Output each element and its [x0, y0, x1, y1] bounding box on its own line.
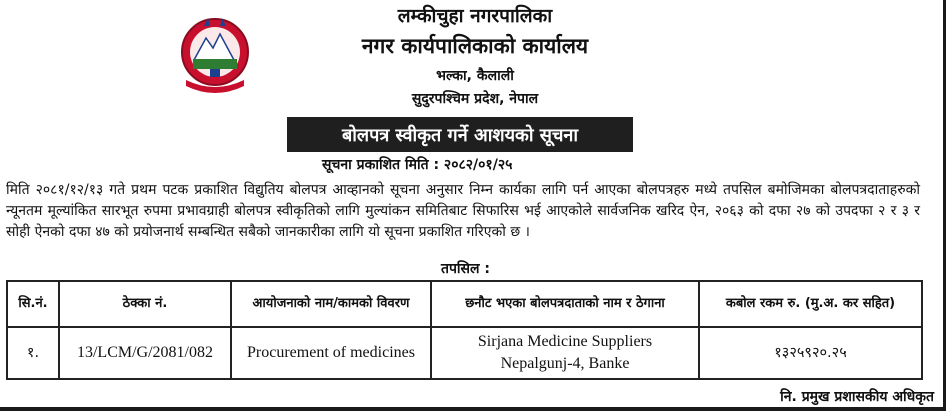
header-bidder: छनौट भएका बोलपत्रदाताको नाम र ठेगाना: [431, 281, 699, 327]
table-row: [7, 327, 922, 379]
header-sn: सि.नं.: [7, 281, 59, 327]
header-contract-no: ठेक्का नं.: [59, 281, 231, 327]
office-name: लम्कीचुहा नगरपालिका: [397, 5, 553, 27]
cell-bidder: [431, 327, 699, 379]
cell-project: Procurement of medicines: [231, 327, 431, 379]
signatory: नि. प्रमुख प्रशासकीय अधिकृत: [780, 389, 934, 405]
notice-title: बोलपत्र स्वीकृत गर्ने आशयको सूचना: [287, 117, 633, 152]
department-name: नगर कार्यपालिकाको कार्यालय: [361, 34, 589, 58]
published-date: सूचना प्रकाशित मिति : २०८२/०१/२५: [322, 157, 513, 173]
cell-contract-no: 13/LCM/G/2081/082: [59, 327, 231, 379]
schedule-heading: तपसिल :: [441, 261, 490, 277]
cell-sn: १.: [7, 327, 59, 379]
office-province: सुदुरपश्चिम प्रदेश, नेपाल: [411, 91, 539, 107]
award-table: [6, 280, 923, 380]
office-address: भल्का, कैलाली: [436, 68, 514, 84]
bidder-name: Sirjana Medicine Suppliers: [477, 333, 653, 350]
cell-amount: १३२५९२०.२५: [699, 327, 922, 379]
header-amount: कबोल रकम रु. (मु.अ. कर सहित): [699, 281, 922, 327]
table-header-row: [7, 281, 922, 327]
notice-body: मिति २०८१/१२/१३ गते प्रथम पटक प्रकाशित विद्युतिय बोलपत्र आव्हानको सूचना अनुसार निम्न कार्यका लागि पर्न आएका बोलपत्रहरु मध्ये तपसिल बमोजिमका बोलपत्रदाताहरुको न्यूनतम मूल्यांकित सारभूत रुपमा प्रभावग्राही बोलपत्र स्वीकृतिको लागि मुल्यांकन समितिबाट सिफारिस भई आएकोले सार्वजनिक खरिद ऐन, २०६३ को दफा २७ को उपदफा २ र ३ र सोही ऐनको दफा ४७ को प्रयोजनार्थ सम्बन्धित सबैको जानकारीका लागि यो सूचना प्रकाशित गरिएको छ ।: [6, 182, 920, 240]
bidder-address: Nepalgunj-4, Banke: [500, 355, 630, 372]
header-project: आयोजनाको नाम/कामको विवरण: [231, 281, 431, 327]
